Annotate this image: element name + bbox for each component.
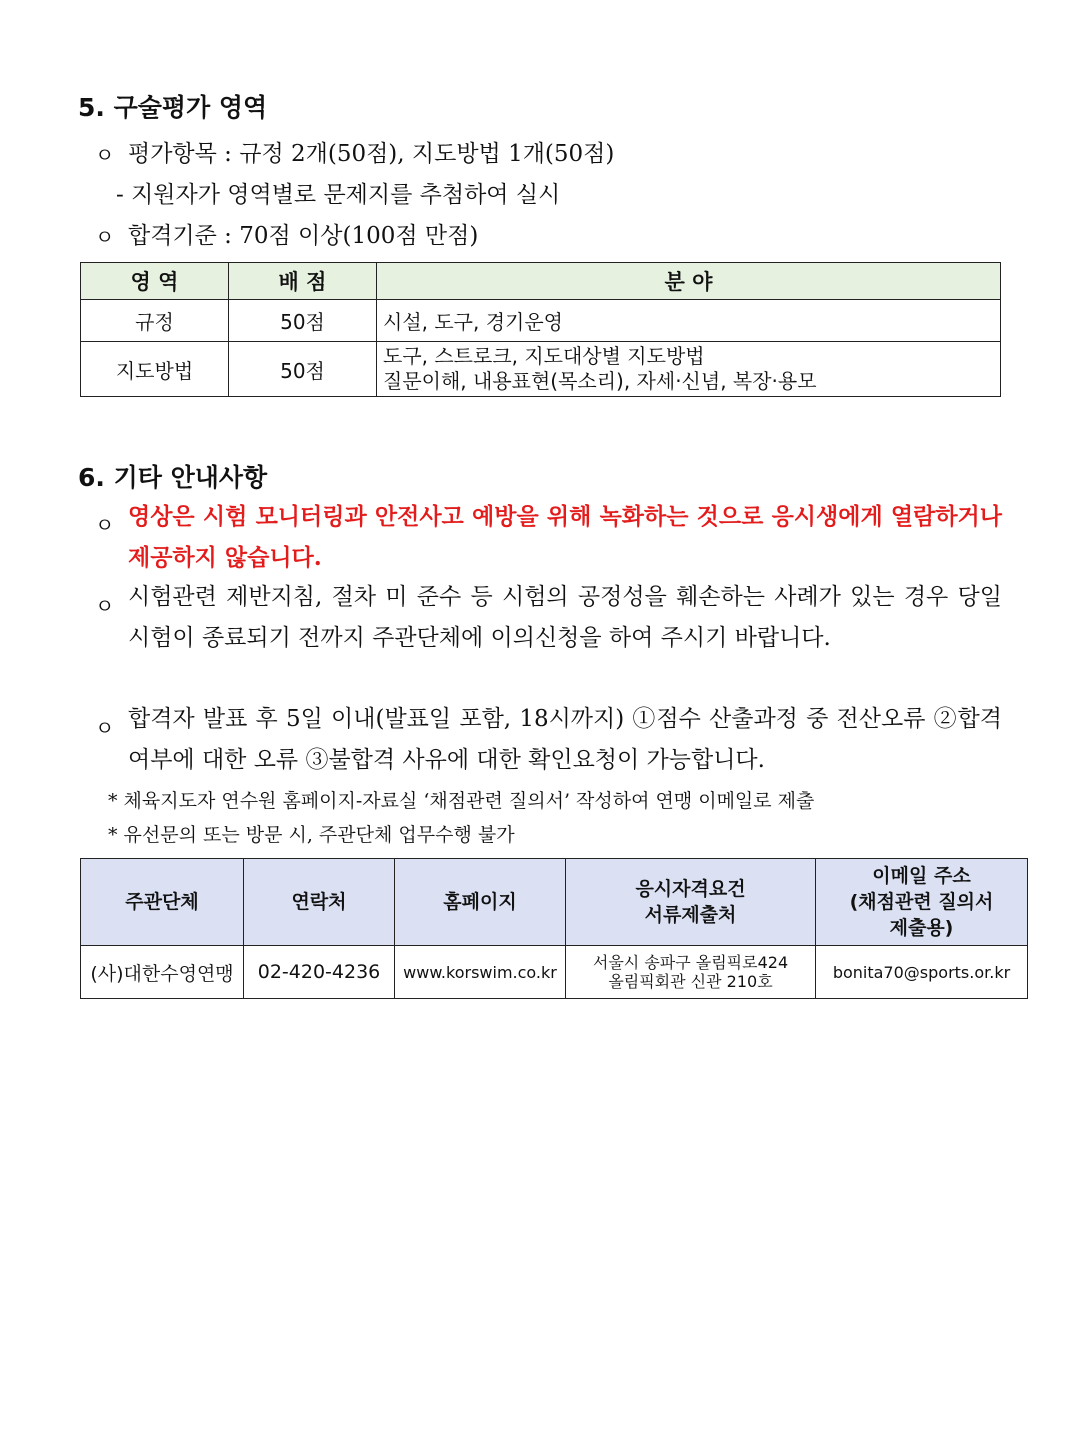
org-name: (사)대한수영연맹 (81, 946, 244, 999)
contact-header-row (81, 859, 1028, 946)
header-org: 주관단체 (81, 859, 244, 946)
evaluation-items-sub: - 지원자가 영역별로 문제지를 추첨하여 실시 (116, 182, 561, 208)
table-row (81, 342, 1001, 397)
header-email-line: (채점관련 질의서 (849, 891, 994, 913)
recording-notice: 영상은 시험 모니터링과 안전사고 예방을 위해 녹화하는 것으로 응시생에게 열람하거나 제공하지 않습니다. (128, 503, 1002, 571)
header-docs-line: 응시자격요건 (635, 878, 746, 900)
row-score: 50점 (229, 342, 377, 397)
table-row (81, 300, 1001, 342)
header-field: 분 야 (377, 263, 1001, 300)
contact-table (80, 858, 1028, 999)
note-restriction: * 유선문의 또는 방문 시, 주관단체 업무수행 불가 (108, 824, 515, 846)
header-area: 영 역 (81, 263, 229, 300)
email-link[interactable]: bonita70@sports.or.kr (816, 946, 1028, 999)
evaluation-table (80, 262, 1001, 397)
row-field-line: 도구, 스트로크, 지도대상별 지도방법 (383, 344, 705, 368)
objection-notice: 시험관련 제반지침, 절차 미 준수 등 시험의 공정성을 훼손하는 사례가 있는 경우 당일 시험이 종료되기 전까지 주관단체에 이의신청을 하여 주시기 바랍니다. (128, 584, 1002, 651)
bullet-icon: ㅇ (95, 716, 115, 740)
note-submission: * 체육지도자 연수원 홈페이지-자료실 ‘채점관련 질의서’ 작성하여 연맹 이메일로 제출 (108, 790, 815, 812)
section6-heading: 6. 기타 안내사항 (78, 463, 268, 492)
header-email-line: 이메일 주소 (872, 865, 971, 887)
row-score: 50점 (229, 300, 377, 342)
section5-heading: 5. 구술평가 영역 (78, 93, 268, 122)
bullet-icon: ㅇ (95, 594, 115, 618)
row-field: 시설, 도구, 경기운영 (377, 300, 1001, 342)
bullet-icon: ㅇ (95, 225, 115, 249)
header-score: 배 점 (229, 263, 377, 300)
bullet-icon: ㅇ (95, 513, 115, 537)
header-homepage: 홈페이지 (395, 859, 566, 946)
address-line: 서울시 송파구 올림픽로424 (592, 953, 789, 972)
header-docs (566, 859, 816, 946)
row-field (377, 342, 1001, 397)
pass-criteria: 합격기준 : 70점 이상(100점 만점) (128, 223, 479, 249)
row-field-line: 질문이해, 내용표현(목소리), 자세·신념, 복장·용모 (383, 369, 817, 393)
confirmation-notice: 합격자 발표 후 5일 이내(발표일 포함, 18시까지) ①점수 산출과정 중 전산오류 ②합격여부에 대한 오류 ③불합격 사유에 대한 확인요청이 가능합니다. (128, 706, 1002, 773)
header-phone: 연락처 (244, 859, 395, 946)
table-header-row (81, 263, 1001, 300)
contact-row (81, 946, 1028, 999)
header-email-line: 제출용) (889, 917, 954, 939)
header-docs-line: 서류제출처 (644, 904, 737, 926)
address-line: 올림픽회관 신관 210호 (608, 972, 773, 991)
bullet-icon: ㅇ (95, 143, 115, 167)
submission-address (566, 946, 816, 999)
row-area: 규정 (81, 300, 229, 342)
row-area: 지도방법 (81, 342, 229, 397)
header-email (816, 859, 1028, 946)
phone-number: 02-420-4236 (244, 946, 395, 999)
homepage-link[interactable]: www.korswim.co.kr (395, 946, 566, 999)
evaluation-items: 평가항목 : 규정 2개(50점), 지도방법 1개(50점) (128, 141, 615, 167)
